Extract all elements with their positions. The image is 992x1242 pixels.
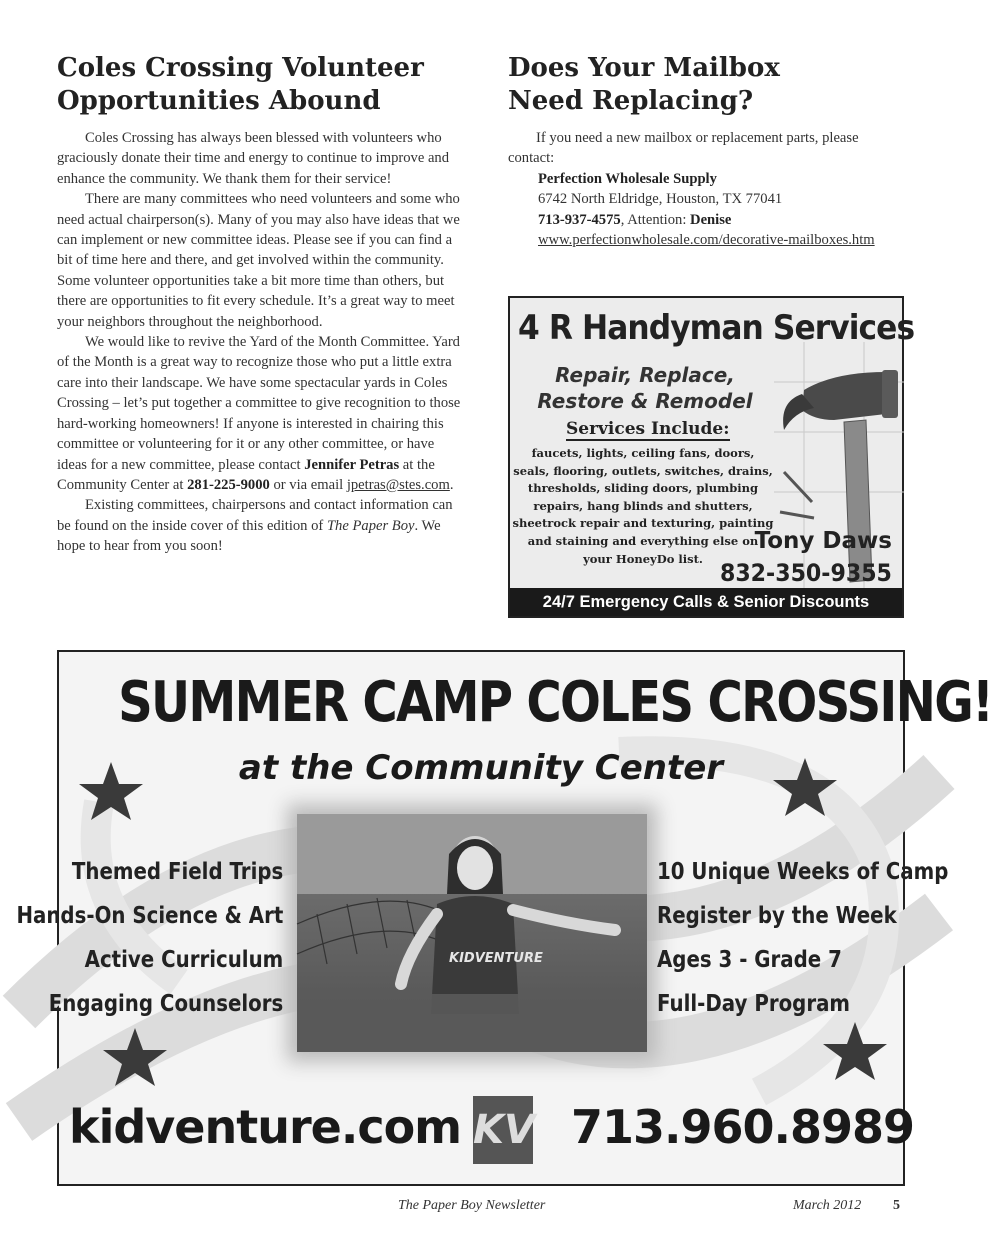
paragraph: If you need a new mailbox or replacement parts, please contact: — [508, 130, 859, 167]
feature-item: Engaging Counselors — [48, 991, 284, 1017]
paragraph: We would like to revive the Yard of the Month Committee. Yard of the Month is a great way to recognize those who put a little extra care into their landscape. We have some spectacular yards in Coles Crossing – let’s put together a committee to give recognition to those hard-working homeowners! If anyone is interested in chairing this committee or volunteering for it or any other committee, or have ideas for a new committee, please contact Jennifer Petras at the Community Center at 281-225-9000 or via email jpetras@stes.com. — [57, 334, 461, 493]
hammer-icon — [774, 342, 904, 592]
company-name: Perfection Wholesale Supply — [538, 170, 717, 187]
paragraph: Existing committees, chairpersons and contact information can be found on the inside cover of this edition of The Paper Boy. We hope to hear from you soon! — [57, 497, 453, 555]
company-address: 6742 North Eldridge, Houston, TX 77041 — [538, 191, 783, 208]
camp-photo — [297, 814, 647, 1052]
camp-phone: 713.960.8989 — [571, 1100, 915, 1154]
summer-camp-ad — [16, 650, 992, 1186]
mailbox-article-body — [508, 128, 908, 250]
paragraph: There are many committees who need volunteers and some who need actual chairperson(s). Many of you may also have ideas that we can implement or new committee ideas. Please see if you can find a bit of time here and there, and get involved within the community. Some volunteer opportunities take a bit more time than others, but there are opportunities to fit every schedule. It’s a great way to meet your neighbors throughout the neighborhood. — [57, 191, 460, 330]
services-list: faucets, lights, ceiling fans, doors, seals, flooring, outlets, switches, drains, thresholds, sliding doors, plumbing repairs, hang blinds and shutters, sheetrock repair and texturing, painting and staining and everything else on your HoneyDo list. — [512, 446, 774, 566]
feature-item: 10 Unique Weeks of Camp — [657, 859, 949, 885]
child-in-pool-image — [297, 814, 647, 1052]
handyman-contact-name: Tony Daws — [754, 528, 892, 554]
contact-email-link[interactable]: jpetras@stes.com — [346, 476, 450, 493]
feature-item: Active Curriculum — [84, 947, 284, 973]
publication-name: The Paper Boy Newsletter — [398, 1198, 546, 1213]
feature-item: Register by the Week — [657, 903, 897, 929]
feature-item: Themed Field Trips — [71, 859, 283, 885]
camp-title: SUMMER CAMP COLES CROSSING! — [118, 670, 992, 735]
handyman-ad — [508, 296, 915, 618]
shirt-logo-text: KIDVENTURE — [449, 951, 543, 966]
mailbox-article-title: Does Your Mailbox Need Replacing? — [508, 53, 780, 116]
page-number: 5 — [893, 1198, 900, 1213]
camp-features-left — [16, 850, 283, 1026]
feature-item: Ages 3 - Grade 7 — [657, 947, 842, 973]
issue-date: March 2012 — [793, 1198, 862, 1213]
volunteer-article-title: Coles Crossing Volunteer Opportunities Abound — [57, 53, 424, 116]
handyman-title: 4 R Handyman Services — [518, 308, 915, 348]
feature-item: Hands-On Science & Art — [16, 903, 283, 929]
volunteer-article — [57, 52, 461, 557]
company-url-link[interactable]: www.perfectionwholesale.com/decorative-mailboxes.htm — [538, 232, 875, 249]
handyman-tagline: Repair, Replace, Restore & Remodel — [537, 363, 753, 413]
camp-website[interactable]: kidventure.com — [69, 1100, 462, 1154]
camp-features-right — [657, 850, 948, 1026]
mailbox-article — [508, 52, 908, 250]
handyman-footer-banner: 24/7 Emergency Calls & Senior Discounts — [510, 588, 902, 616]
contact-phone: 281-225-9000 — [187, 476, 270, 493]
company-contact: 713-937-4575, Attention: Denise — [538, 211, 732, 228]
feature-item: Full-Day Program — [657, 991, 851, 1017]
contact-name: Jennifer Petras — [304, 456, 400, 473]
handyman-phone: 832-350-9355 — [720, 559, 892, 587]
camp-subtitle: at the Community Center — [238, 748, 724, 788]
volunteer-article-body — [57, 128, 461, 557]
kidventure-logo: KV — [473, 1096, 533, 1164]
paragraph: Coles Crossing has always been blessed with volunteers who graciously donate their time and energy to continue to improve and enhance the community. We thank them for their service! — [57, 130, 450, 187]
services-heading: Services Include: — [566, 419, 730, 439]
